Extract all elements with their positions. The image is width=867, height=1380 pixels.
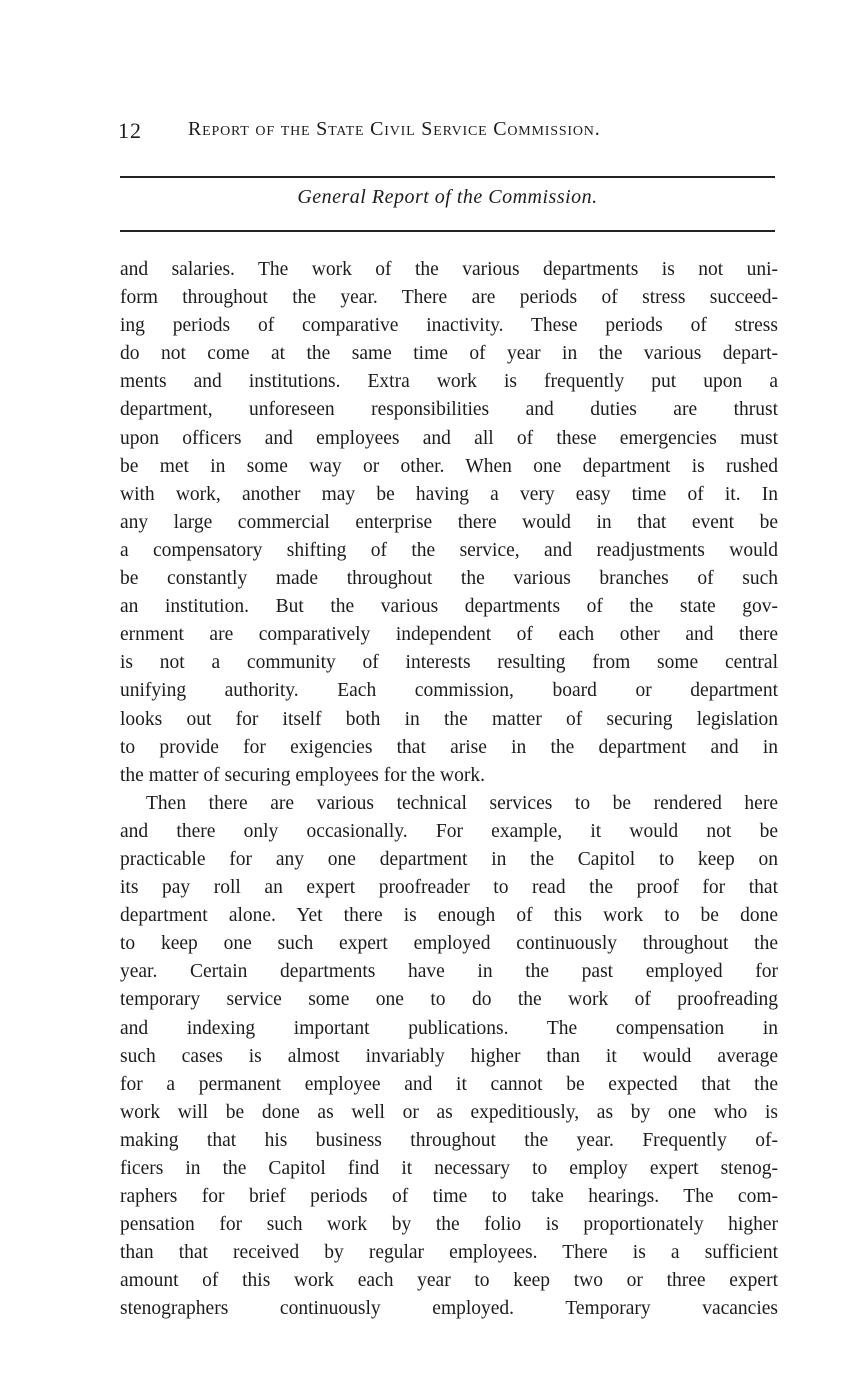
text-line: ernment are comparatively independent of each other and there	[120, 624, 778, 646]
text-line: any large commercial enterprise there would in that event be	[120, 511, 778, 533]
text-line: its pay roll an expert proofreader to read the proof for that	[120, 877, 778, 899]
text-line: for a permanent employee and it cannot be expected that the	[120, 1073, 778, 1095]
text-line: department, unforeseen responsibilities and duties are thrust	[120, 399, 778, 421]
header-rule-top	[120, 176, 775, 178]
text-line: be met in some way or other. When one department is rushed	[120, 455, 778, 477]
text-line: making that his business throughout the year. Frequently of-	[120, 1129, 778, 1151]
text-line: a compensatory shifting of the service, and readjustments would	[120, 539, 778, 561]
text-line: than that received by regular employees. There is a sufficient	[120, 1242, 778, 1264]
text-line: form throughout the year. There are periods of stress succeed-	[120, 287, 778, 309]
text-line: upon officers and employees and all of these emergencies must	[120, 427, 778, 449]
text-line: an institution. But the various departments of the state gov-	[120, 596, 778, 618]
text-line: is not a community of interests resulting from some central	[120, 652, 778, 674]
text-line: ments and institutions. Extra work is frequently put upon a	[120, 371, 778, 393]
paragraph-start-line: Then there are various technical services to be rendered here	[146, 792, 778, 814]
running-head: Report of the State Civil Service Commission.	[188, 118, 601, 140]
text-line: with work, another may be having a very easy time of it. In	[120, 483, 778, 505]
text-line: ing periods of comparative inactivity. These periods of stress	[120, 315, 778, 337]
text-line: work will be done as well or as expeditiously, as by one who is	[120, 1101, 778, 1123]
text-line: to provide for exigencies that arise in the department and in	[120, 736, 778, 758]
section-title: General Report of the Commission.	[297, 186, 598, 208]
text-line: to keep one such expert employed continuously throughout the	[120, 933, 778, 955]
text-line: practicable for any one department in the Capitol to keep on	[120, 848, 778, 870]
text-line: department alone. Yet there is enough of this work to be done	[120, 905, 778, 927]
paragraph-end-line: the matter of securing employees for the work.	[120, 764, 485, 786]
text-line: looks out for itself both in the matter of securing legislation	[120, 708, 778, 730]
text-line: pensation for such work by the folio is proportionately higher	[120, 1214, 778, 1236]
text-line: and there only occasionally. For example, it would not be	[120, 820, 778, 842]
text-line: amount of this work each year to keep two or three expert	[120, 1270, 778, 1292]
text-line: ficers in the Capitol find it necessary to employ expert stenog-	[120, 1158, 778, 1179]
body-text	[120, 256, 778, 1324]
text-line: unifying authority. Each commission, board or department	[120, 680, 778, 702]
page-number: 12	[118, 118, 142, 143]
text-line: be constantly made throughout the various branches of such	[120, 568, 778, 590]
text-line: temporary service some one to do the work of proofreading	[120, 989, 778, 1011]
text-line: such cases is almost invariably higher than it would average	[120, 1045, 778, 1067]
header-rule-bottom	[120, 230, 775, 232]
text-line: raphers for brief periods of time to take hearings. The com-	[120, 1186, 778, 1208]
page-header	[118, 118, 778, 148]
text-line: do not come at the same time of year in the various depart-	[120, 343, 778, 365]
text-line: and indexing important publications. The compensation in	[120, 1017, 778, 1039]
text-line: and salaries. The work of the various departments is not uni-	[120, 259, 778, 280]
text-line: year. Certain departments have in the past employed for	[120, 961, 778, 983]
text-line: stenographers continuously employed. Temporary vacancies	[120, 1298, 778, 1320]
